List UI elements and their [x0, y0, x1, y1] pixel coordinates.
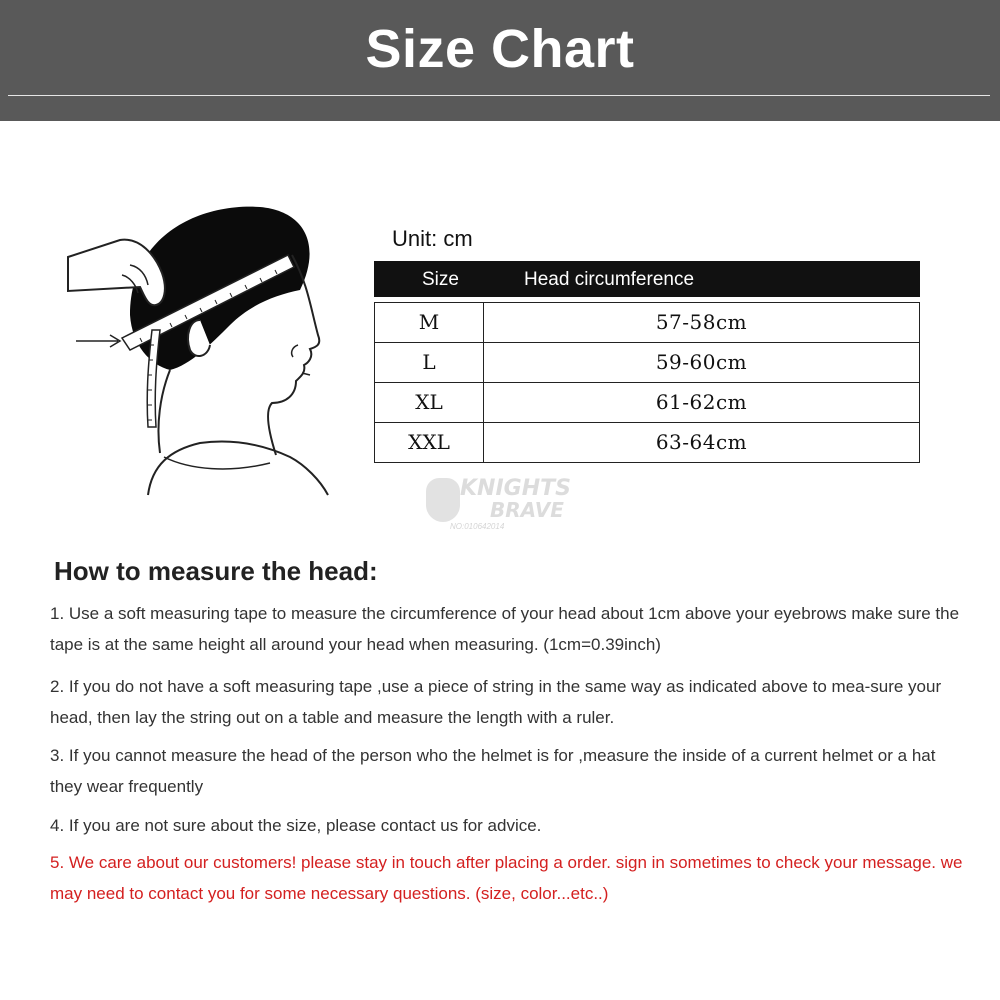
size-table	[374, 261, 920, 463]
circumference-cell: 57-58cm	[655, 310, 748, 334]
table-header	[374, 261, 920, 297]
knight-logo-icon	[426, 478, 460, 522]
circumference-cell: 61-62cm	[655, 390, 748, 414]
neck-outline	[158, 370, 170, 453]
watermark-number: NO:010642014	[450, 522, 505, 531]
column-header-circumference: Head circumference	[524, 269, 695, 290]
table-row	[375, 423, 919, 463]
column-header-size: Size	[422, 269, 459, 290]
size-cell: L	[375, 343, 484, 382]
circumference-cell: 63-64cm	[655, 430, 748, 454]
size-cell: M	[375, 303, 484, 342]
instructions-title: How to measure the head:	[54, 556, 378, 586]
brand-watermark	[420, 472, 590, 534]
customer-notice: 5. We care about our customers! please stay in touch after placing a order. sign in sometimes to check your message. we may need to contact you for some necessary questions. (size, color...etc..)	[50, 853, 963, 903]
table-row	[375, 343, 919, 383]
circumference-cell: 59-60cm	[655, 350, 748, 374]
eye-detail	[292, 345, 298, 357]
header-divider	[8, 95, 990, 96]
collar-outline	[164, 457, 270, 469]
table-row	[375, 383, 919, 423]
instruction-item: 3. If you cannot measure the head of the person who the helmet is for ,measure the inside of a current helmet or a hat they wear frequently	[50, 746, 936, 796]
size-cell: XXL	[375, 423, 484, 462]
instruction-item: 2. If you do not have a soft measuring tape ,use a piece of string in the same way as indicated above to mea-sure your head, then lay the string out on a table and measure the length with a ruler.	[50, 677, 942, 727]
header-banner	[0, 0, 1000, 121]
unit-label: Unit: cm	[392, 226, 473, 251]
hand-shape	[68, 240, 165, 306]
size-cell: XL	[375, 383, 484, 422]
head-measuring-illustration	[60, 195, 330, 505]
table-row	[375, 303, 919, 343]
page-title: Size Chart	[365, 19, 635, 79]
watermark-line2: BRAVE	[490, 498, 564, 522]
watermark-line1: KNIGHTS	[460, 476, 571, 501]
instruction-item: 1. Use a soft measuring tape to measure the circumference of your head about 1cm above your eyebrows make sure the tape is at the same height all around your head when measuring. (1cm=0.39inch)	[50, 604, 960, 654]
instruction-item: 4. If you are not sure about the size, please contact us for advice.	[50, 816, 542, 835]
table-body	[374, 302, 920, 463]
arrow-icon	[76, 335, 120, 347]
